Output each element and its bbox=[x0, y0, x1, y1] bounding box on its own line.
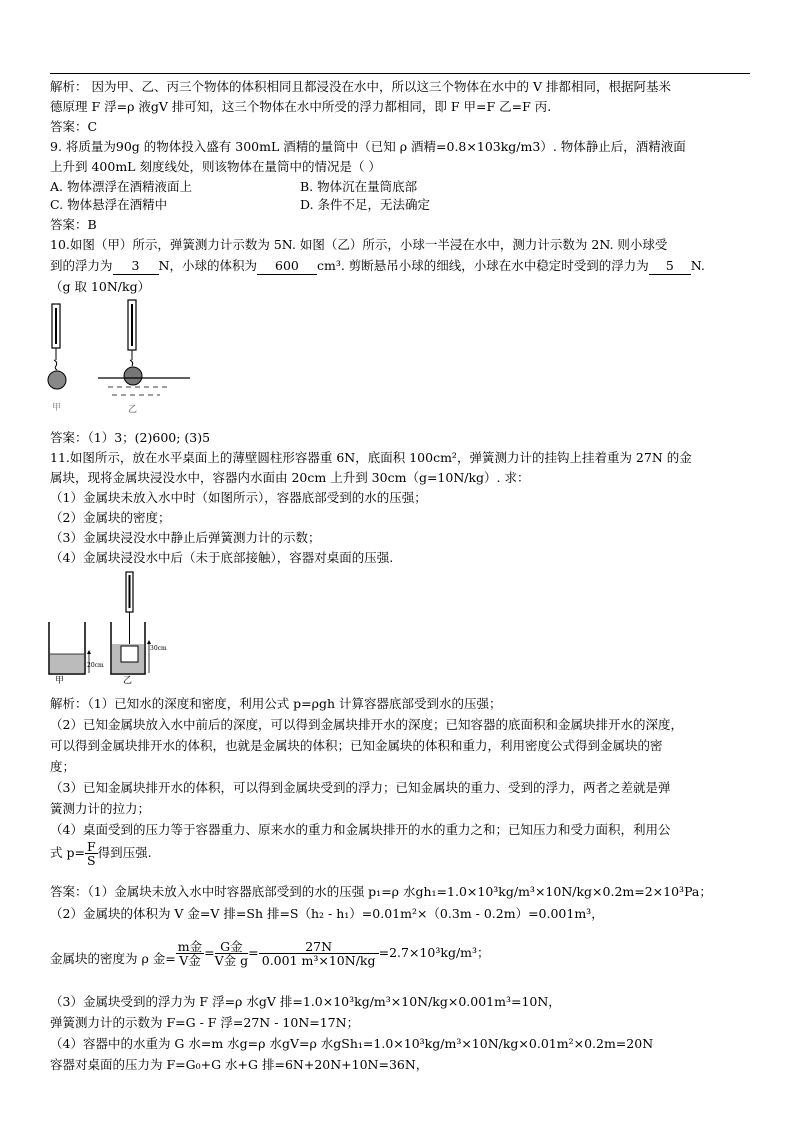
q10-text-c: cm³. 剪断悬吊小球的细线，小球在水中稳定时受到的浮力为 bbox=[316, 258, 649, 273]
frac1-den: V金 bbox=[179, 953, 201, 968]
q11-fig-label-yi: 乙 bbox=[123, 676, 133, 685]
q11-analysis-4: 度； bbox=[50, 759, 76, 774]
q11-analysis-7: （4）桌面受到的压力等于容器重力、原来水的重力和金属块排开的水的重力之和；已知压力和受力面积，利用公 bbox=[50, 822, 671, 837]
q10-text-d: N. bbox=[690, 258, 705, 273]
q11-analysis-8 bbox=[50, 840, 152, 867]
density-fraction-3 bbox=[259, 940, 379, 967]
q11-sub-3: （3）金属块浸没水中静止后弹簧测力计的示数； bbox=[50, 530, 321, 545]
q9-stem-line-1: 9. 将质量为90g 的物体投入盛有 300mL 酒精的量筒中（已知 ρ 酒精=0.8×103kg/m3）. 物体静止后，酒精液面 bbox=[50, 139, 686, 154]
q9-option-b: B. 物体沉在量筒底部 bbox=[300, 179, 418, 194]
solution-3 bbox=[50, 931, 490, 967]
q11-analysis-5: （3）已知金属块排开水的体积，可以得到金属块受到的浮力；已知金属块的重力、受到的浮力，两者之差就是弹 bbox=[50, 780, 671, 795]
q10-stem-line-1: 10.如图（甲）所示，弹簧测力计示数为 5N. 如图（乙）所示，小球一半浸在水中，测力计示数为 2N. 则小球受 bbox=[50, 237, 668, 252]
q10-stem-line-2 bbox=[50, 258, 705, 275]
solution-1: 答案：（1）金属块未放入水中时容器底部受到的水的压强 p₁=ρ 水gh₁=1.0×10³kg/m³×10N/kg×0.2m=2×10³Pa； bbox=[50, 884, 712, 899]
frac3-den: 0.001 m³×10N/kg bbox=[261, 953, 376, 968]
frac2-den: V金 g bbox=[214, 953, 249, 968]
q11-fig-label-jia: 甲 bbox=[55, 676, 65, 685]
q11-stem-line-1: 11.如图所示，放在水平桌面上的薄壁圆柱形容器重 6N，底面积 100cm²，弹簧测力计的挂钩上挂着重为 27N 的金 bbox=[50, 450, 692, 465]
q8-answer: 答案：C bbox=[50, 119, 98, 134]
q10-blank-buoyancy: 3 bbox=[113, 258, 159, 275]
q9-option-c: C. 物体悬浮在酒精中 bbox=[50, 197, 168, 212]
q11-sub-4: （4）金属块浸没水中后（未于底部接触），容器对桌面的压强. bbox=[50, 550, 394, 565]
q11-analysis-3: 可以得到金属块排开水的体积，也就是金属块的体积；已知金属块的体积和重力，利用密度公式得到金属块的密 bbox=[50, 738, 663, 753]
q10-fig-label-yi: 乙 bbox=[128, 405, 138, 415]
q11-fig-20cm: 20cm bbox=[87, 662, 104, 669]
spring-scale-yi-icon bbox=[98, 300, 190, 395]
q9-answer: 答案：B bbox=[50, 217, 97, 232]
q8-analysis-line-2: 德原理 F 浮=ρ 液gV 排可知，这三个物体在水中所受的浮力都相同，即 F 甲=F 乙=F 丙. bbox=[50, 99, 552, 114]
q11-analysis-6: 簧测力计的拉力； bbox=[50, 801, 151, 816]
density-result: =2.7×10³kg/m³； bbox=[378, 945, 490, 960]
q11-sub-1: （1）金属块未放入水中时（如图所示），容器底部受到的水的压强； bbox=[50, 490, 427, 505]
q11-fig-30cm: 30cm bbox=[150, 645, 167, 652]
q11-analysis-2: （2）已知金属块放入水中前后的深度，可以得到金属块排开水的深度；已知容器的底面积和金属块排开水的深度， bbox=[50, 717, 683, 732]
q10-answer: 答案：（1）3；(2)600; (3)5 bbox=[50, 430, 211, 445]
fraction-numerator: F bbox=[86, 839, 96, 854]
q8-analysis-line-1: 解析： 因为甲、乙、丙三个物体的体积相同且都浸没在水中，所以这三个物体在水中的 V 排都相同，根据阿基米 bbox=[50, 79, 671, 94]
spring-scale-jia-icon bbox=[48, 304, 66, 389]
density-fraction-1 bbox=[176, 940, 204, 967]
q11-stem-line-2: 属块，现将金属块浸没水中，容器内水面由 20cm 上升到 30cm（g=10N/kg）. 求： bbox=[50, 470, 530, 485]
q10-text-b: N，小球的体积为 bbox=[158, 258, 257, 273]
solution-2: （2）金属块的体积为 V 金=V 排=Sh 排=S（h₂ - h₁）=0.01m²×（0.3m - 0.2m）=0.001m³， bbox=[50, 906, 604, 921]
density-prefix: 金属块的密度为 ρ 金= bbox=[50, 951, 176, 966]
solution-4: （3）金属块受到的浮力为 F 浮=ρ 水gV 排=1.0×10³kg/m³×10N/kg×0.001m³=10N， bbox=[50, 994, 561, 1009]
q11-sub-2: （2）金属块的密度； bbox=[50, 510, 171, 525]
q11-figure bbox=[45, 570, 195, 685]
equals-sign-2: = bbox=[248, 945, 259, 960]
solution-6: （4）容器中的水重为 G 水=m 水g=ρ 水gV=ρ 水gSh₁=1.0×10³kg/m³×10N/kg×0.01m²×0.2m=20N bbox=[50, 1036, 654, 1051]
frac3-num: 27N bbox=[259, 940, 379, 954]
density-fraction-2 bbox=[215, 940, 249, 967]
q10-text-a: 到的浮力为 bbox=[50, 258, 113, 273]
q10-blank-volume: 600 bbox=[257, 258, 317, 275]
container-yi-icon bbox=[111, 572, 167, 674]
q10-figure bbox=[40, 298, 200, 418]
frac2-num: G金 bbox=[215, 940, 249, 954]
header-rule bbox=[50, 73, 750, 74]
fraction-denominator: S bbox=[87, 853, 96, 868]
q9-option-a: A. 物体漂浮在酒精液面上 bbox=[50, 179, 192, 194]
solution-7: 容器对桌面的压力为 F=G₀+G 水+G 排=6N+20N+10N=36N， bbox=[50, 1057, 429, 1072]
equals-sign-1: = bbox=[204, 945, 215, 960]
q11-analysis-1: 解析：（1）已知水的深度和密度，利用公式 p=ρgh 计算容器底部受到水的压强； bbox=[50, 696, 502, 711]
pressure-fraction bbox=[85, 840, 98, 867]
q9-stem-line-2: 上升到 400mL 刻度线处，则该物体在量筒中的情况是（ ） bbox=[50, 159, 381, 174]
formula-suffix: 得到压强. bbox=[97, 845, 152, 860]
q10-blank-final-buoyancy: 5 bbox=[649, 258, 691, 275]
q10-fig-label-jia: 甲 bbox=[52, 403, 62, 413]
frac1-num: m金 bbox=[177, 939, 203, 954]
formula-prefix: 式 p= bbox=[50, 845, 85, 860]
solution-5: 弹簧测力计的示数为 F=G - F 浮=27N - 10N=17N； bbox=[50, 1015, 360, 1030]
q9-option-d: D. 条件不足，无法确定 bbox=[300, 197, 431, 212]
container-jia-icon bbox=[49, 622, 104, 674]
q10-stem-line-3: （g 取 10N/kg） bbox=[50, 279, 151, 294]
